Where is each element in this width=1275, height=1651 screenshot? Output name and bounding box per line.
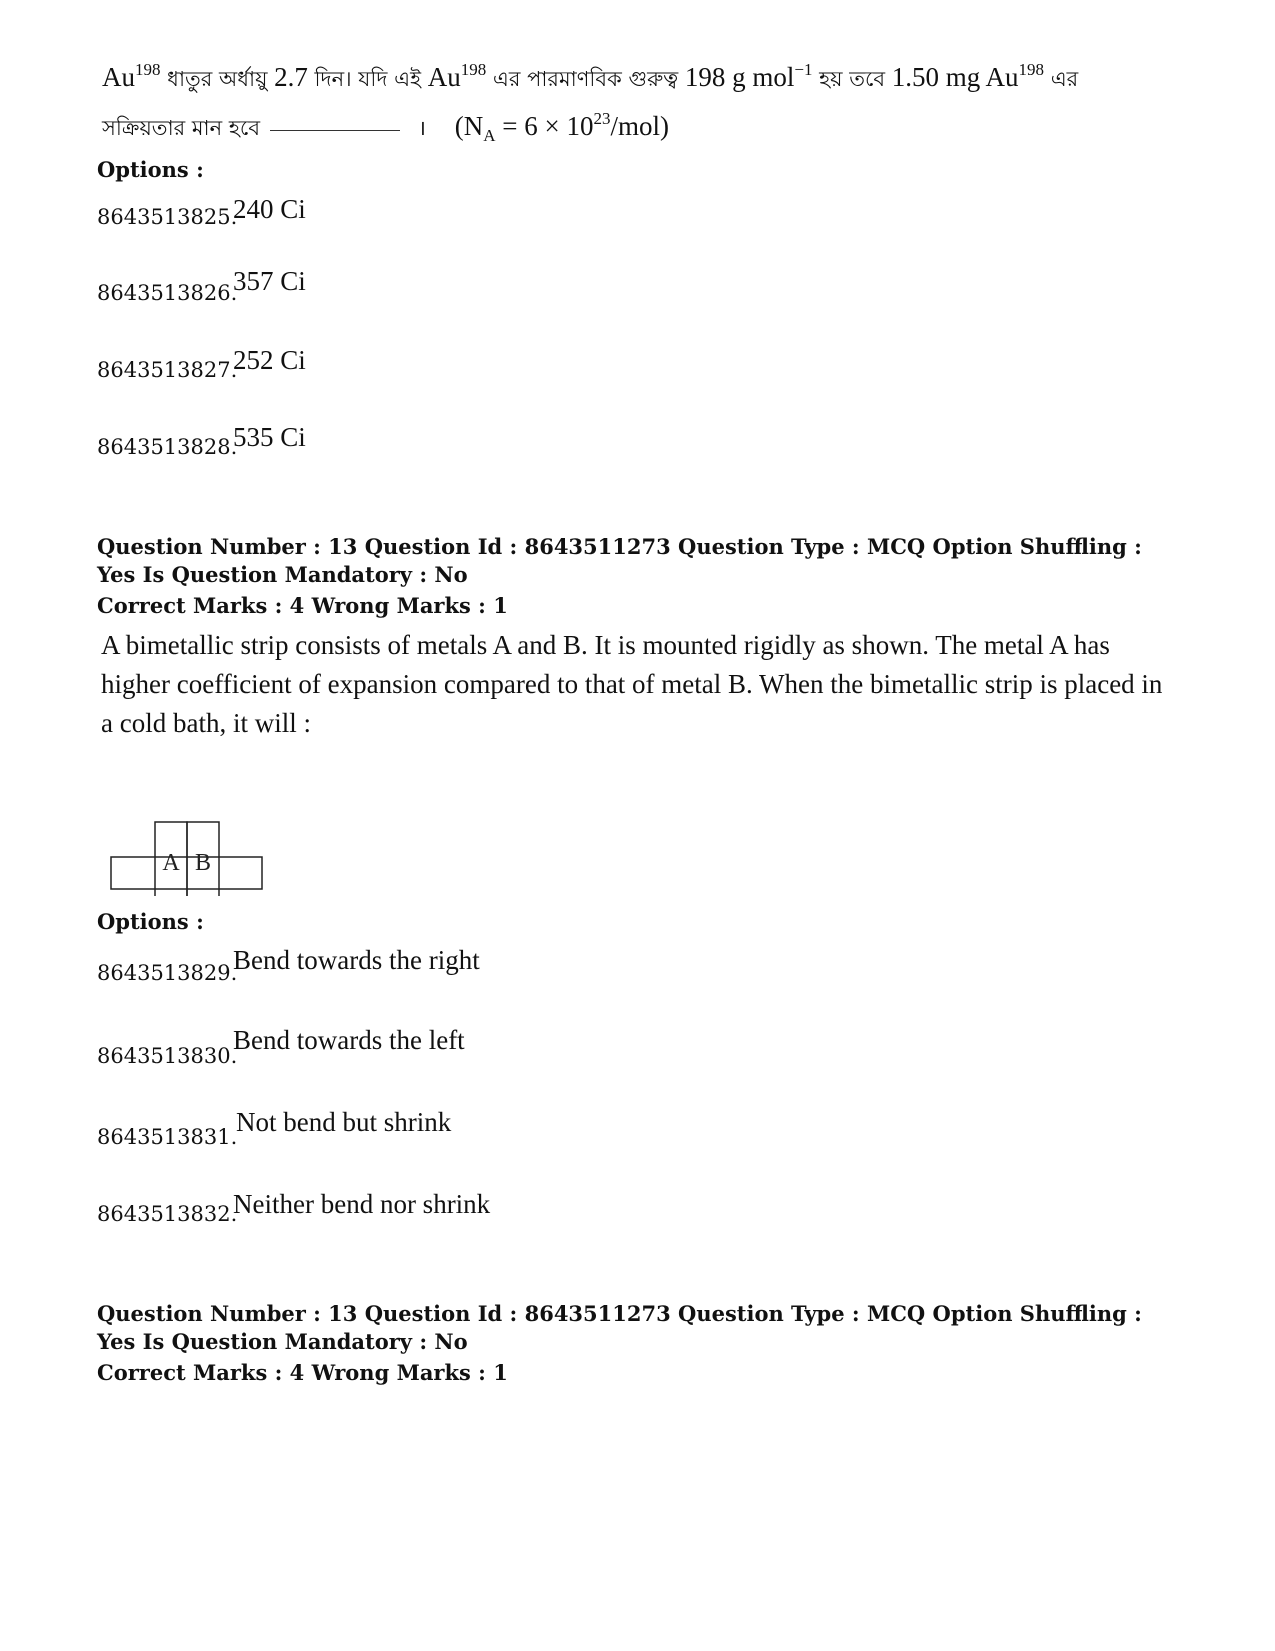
q12-option-2-id: 8643513826. <box>97 281 238 305</box>
q13-option-4-id: 8643513832. <box>97 1202 238 1226</box>
mount-base <box>110 856 264 892</box>
q13-option-2-id: 8643513830. <box>97 1044 238 1068</box>
q13-option-4-text[interactable]: Neither bend nor shrink <box>233 1189 491 1219</box>
q12-option-4-id: 8643513828. <box>97 435 238 459</box>
q12-options-label: Options : <box>97 157 204 182</box>
label-b: B <box>194 850 212 876</box>
label-a: A <box>162 850 180 876</box>
question-12-text-line-2: সক্রিয়তার মান হবে । $(N_A = 6 \times 10^{23}/mol)$ <box>102 109 669 145</box>
q12-option-1-text[interactable]: 240 Ci <box>233 194 306 224</box>
q13-option-2-text[interactable]: Bend towards the left <box>233 1025 465 1055</box>
q13-option-3-text[interactable]: Not bend but shrink <box>236 1107 452 1137</box>
q13-options-label: Options : <box>97 909 204 934</box>
q12-option-4-text[interactable]: 535 Ci <box>233 422 306 452</box>
answer-blank <box>270 129 400 131</box>
q13-repeat-marks: Correct Marks : 4 Wrong Marks : 1 <box>97 1360 508 1385</box>
q13-marks: Correct Marks : 4 Wrong Marks : 1 <box>97 593 508 618</box>
avogadro-constant: $(N_A = 6 \times 10^{23}/mol)$ <box>454 109 669 145</box>
q13-repeat-meta: Question Number : 13 Question Id : 8643511273 Question Type : MCQ Option Shuffling : Yes Is Question Mandatory : No <box>97 1301 1142 1354</box>
q13-meta: Question Number : 13 Question Id : 8643511273 Question Type : MCQ Option Shuffling : Yes Is Question Mandatory : No <box>97 534 1142 587</box>
q12-option-1-id: 8643513825. <box>97 205 238 229</box>
question-12-text-line-1: Au$^{198}$ ধাতুর অর্ধায়ু 2.7 দিন। যদি এই Au$^{198}$ এর পারমাণবিক গুরুত্ব 198 g mol$^{-1}$ হয় তবে 1.50 mg Au$^{198}$ এর <box>102 60 1079 92</box>
q12-option-3-text[interactable]: 252 Ci <box>233 345 306 375</box>
q13-option-1-text[interactable]: Bend towards the right <box>233 945 480 975</box>
q12-option-3-id: 8643513827. <box>97 358 238 382</box>
q13-option-1-id: 8643513829. <box>97 961 238 985</box>
q13-option-3-id: 8643513831. <box>97 1125 238 1149</box>
q13-question-text: A bimetallic strip consists of metals A and B. It is mounted rigidly as shown. The metal A has higher coefficient of expansion compared to that of metal B. When the bimetallic strip is placed in a cold bath, it will : <box>101 630 1163 738</box>
q12-option-2-text[interactable]: 357 Ci <box>233 266 306 296</box>
